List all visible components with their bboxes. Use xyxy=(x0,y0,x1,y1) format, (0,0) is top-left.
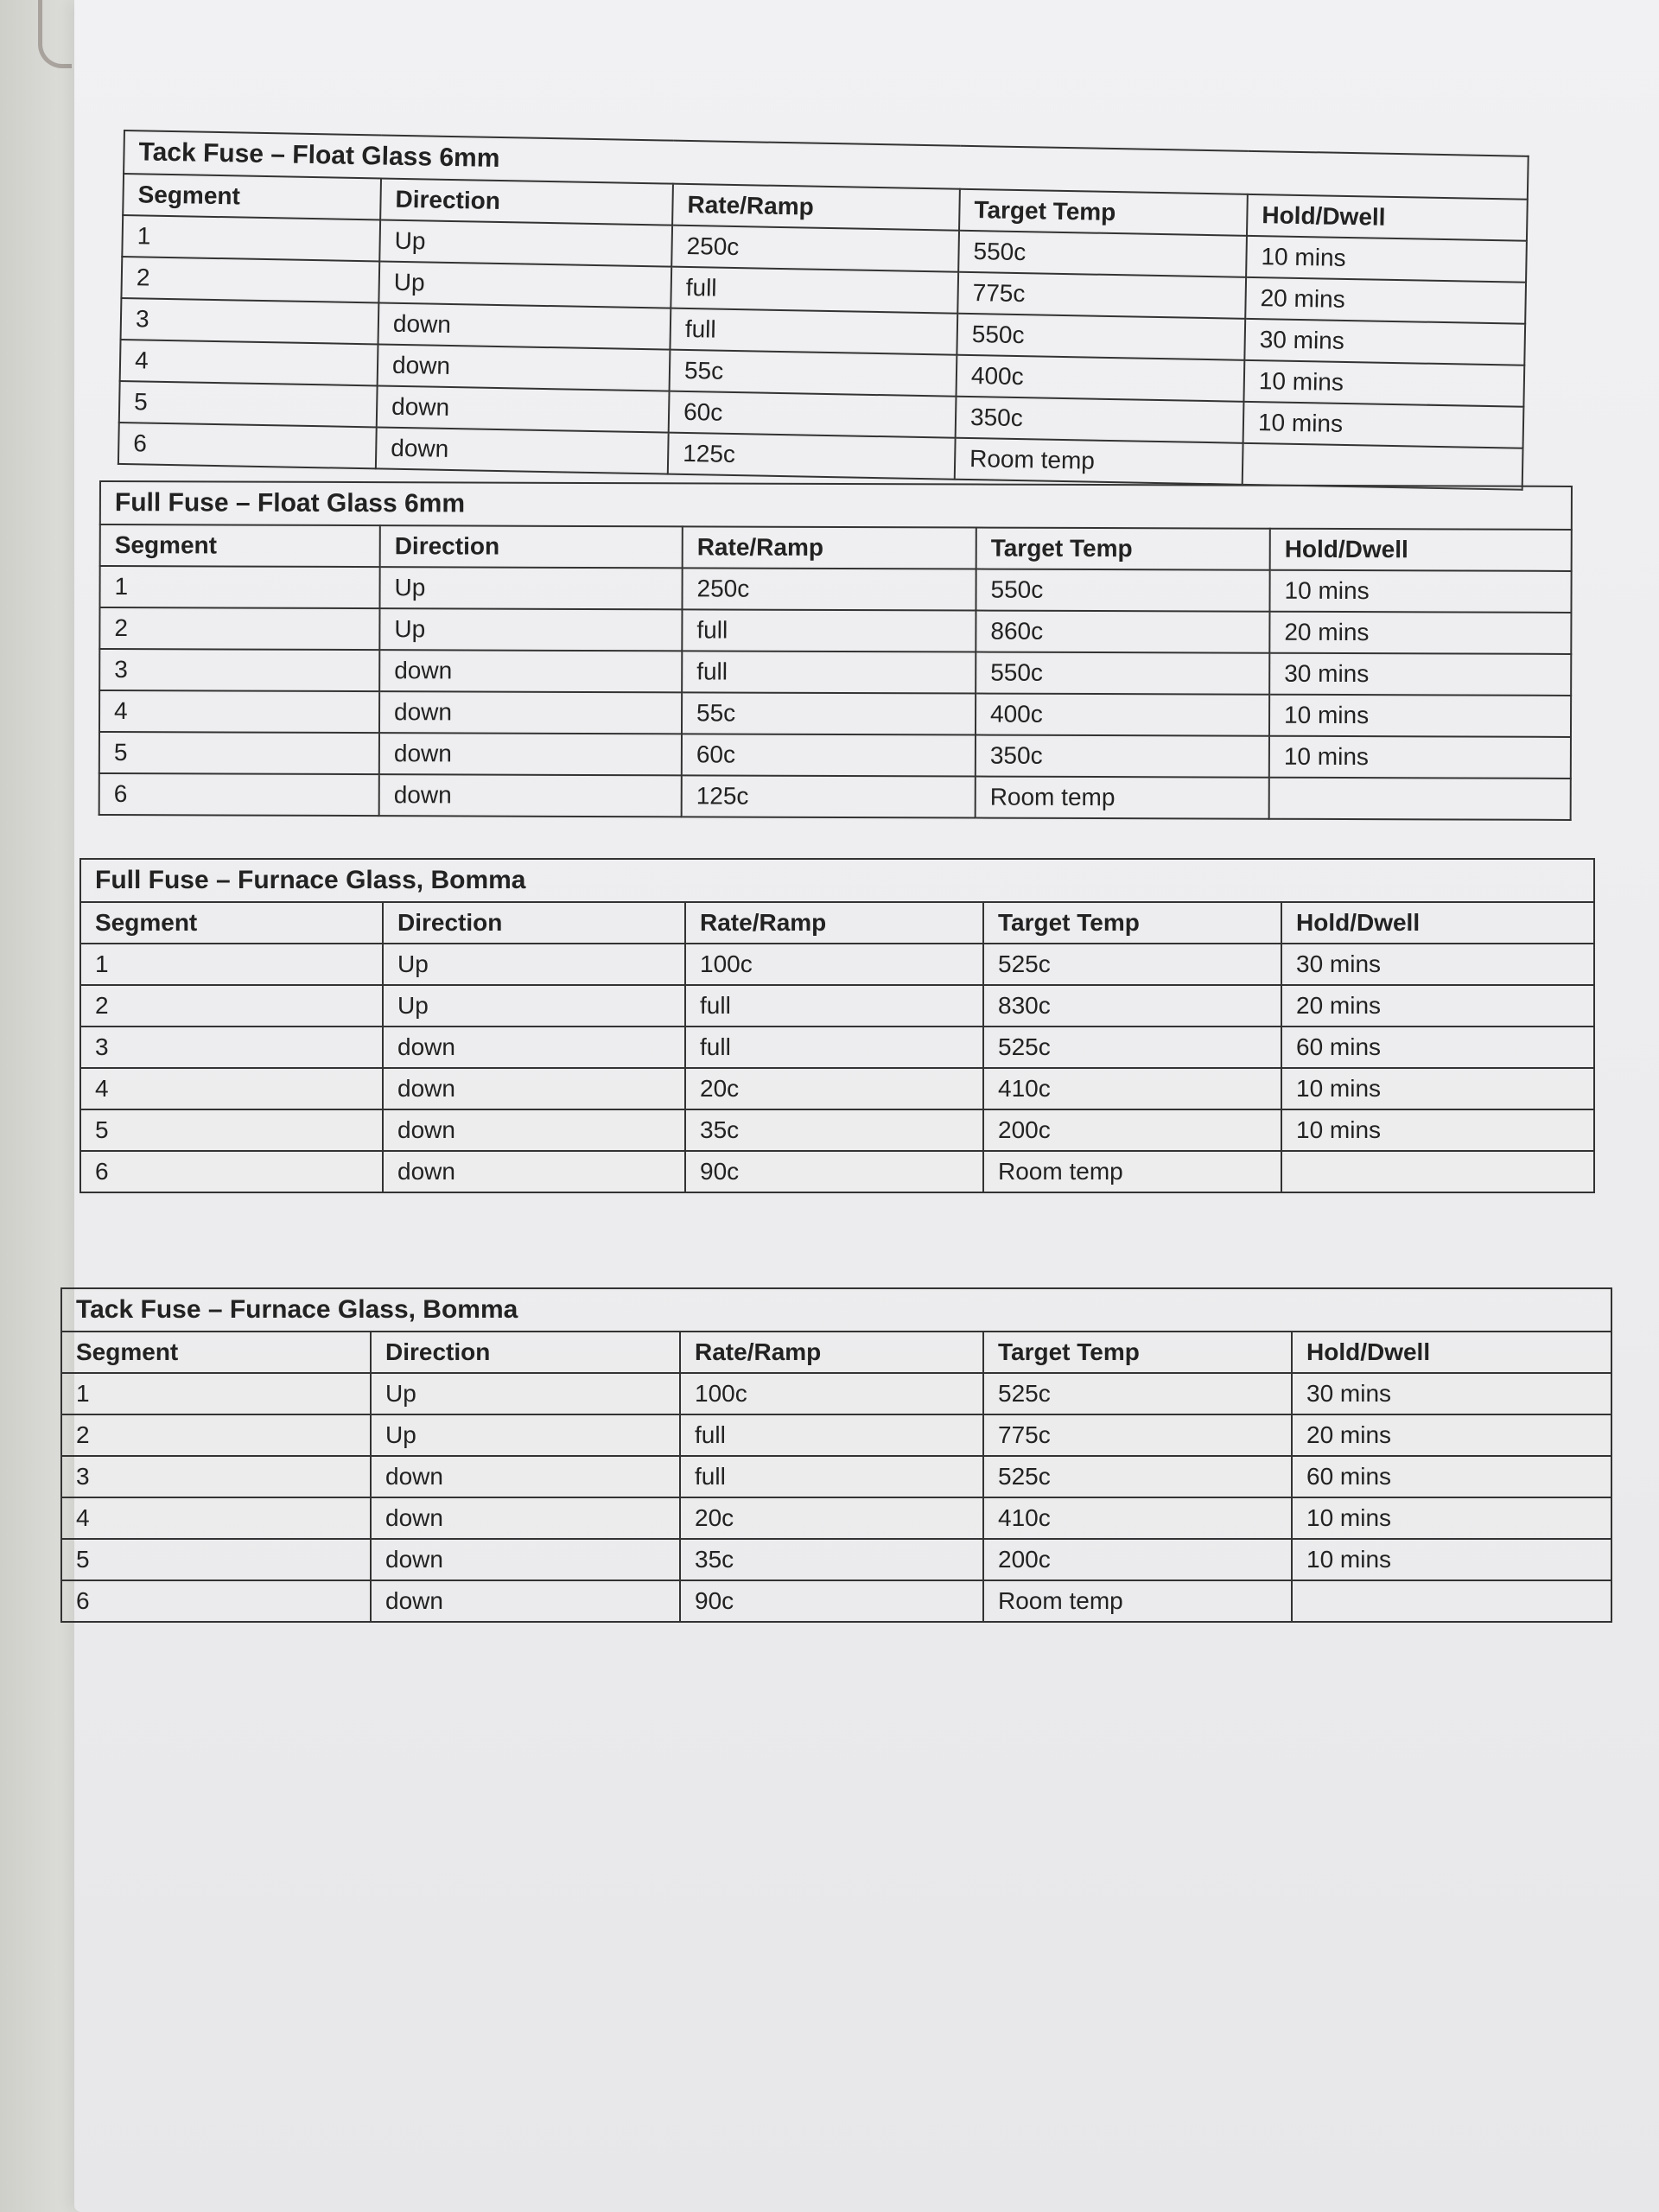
cell-direction: Up xyxy=(379,608,682,651)
cell-segment: 4 xyxy=(61,1497,371,1539)
cell-target-temp: 525c xyxy=(983,1373,1292,1414)
cell-segment: 6 xyxy=(99,773,379,816)
cell-hold-dwell: 10 mins xyxy=(1246,236,1527,283)
cell-segment: 2 xyxy=(99,607,379,650)
cell-target-temp: 550c xyxy=(957,314,1245,360)
cell-segment: 4 xyxy=(80,1068,383,1109)
cell-segment: 3 xyxy=(99,649,379,691)
cell-hold-dwell: 20 mins xyxy=(1292,1414,1611,1456)
cell-rate-ramp: full xyxy=(685,1027,983,1068)
header-segment: Segment xyxy=(61,1332,371,1373)
cell-segment: 6 xyxy=(118,423,377,468)
cell-segment: 1 xyxy=(122,215,380,261)
cell-hold-dwell: 10 mins xyxy=(1269,570,1571,613)
table-title-row xyxy=(61,1288,1611,1332)
cell-direction: down xyxy=(371,1456,680,1497)
cell-hold-dwell: 30 mins xyxy=(1244,319,1525,365)
cell-hold-dwell: 10 mins xyxy=(1243,360,1524,407)
cell-hold-dwell xyxy=(1269,778,1571,820)
table-row xyxy=(99,773,1571,820)
firing-schedule-table xyxy=(60,1287,1612,1623)
cell-segment: 5 xyxy=(99,732,379,774)
cell-direction: down xyxy=(379,691,682,734)
cell-rate-ramp: full xyxy=(685,985,983,1027)
cell-rate-ramp: full xyxy=(682,609,976,652)
firing-schedule-table xyxy=(118,130,1529,491)
cell-target-temp: 200c xyxy=(983,1109,1281,1151)
cell-direction: down xyxy=(379,650,682,692)
table-title-row xyxy=(100,481,1572,530)
cell-segment: 5 xyxy=(80,1109,383,1151)
cell-hold-dwell: 10 mins xyxy=(1292,1497,1611,1539)
cell-rate-ramp: full xyxy=(680,1456,983,1497)
cell-hold-dwell: 30 mins xyxy=(1281,944,1594,985)
cell-segment: 2 xyxy=(121,257,379,302)
header-target-temp: Target Temp xyxy=(983,1332,1292,1373)
cell-direction: down xyxy=(379,774,682,817)
table-header-row xyxy=(100,524,1572,571)
cell-target-temp: 400c xyxy=(976,694,1269,736)
table-title: Full Fuse – Float Glass 6mm xyxy=(100,481,1572,530)
cell-rate-ramp: 55c xyxy=(670,350,957,397)
cell-segment: 2 xyxy=(61,1414,371,1456)
cell-rate-ramp: 20c xyxy=(685,1068,983,1109)
cell-rate-ramp: 100c xyxy=(685,944,983,985)
table-header-row xyxy=(80,902,1594,944)
cell-rate-ramp: 100c xyxy=(680,1373,983,1414)
table-row xyxy=(61,1456,1611,1497)
table-header-row xyxy=(61,1332,1611,1373)
cell-direction: Up xyxy=(383,985,685,1027)
cell-hold-dwell: 10 mins xyxy=(1281,1068,1594,1109)
cell-hold-dwell: 10 mins xyxy=(1269,736,1571,779)
cell-rate-ramp: 60c xyxy=(669,391,957,438)
header-target-temp: Target Temp xyxy=(983,902,1281,944)
cell-rate-ramp: 60c xyxy=(682,734,976,776)
table-row xyxy=(80,1109,1594,1151)
cell-direction: down xyxy=(378,344,671,391)
cell-segment: 4 xyxy=(99,690,379,733)
table-row xyxy=(61,1539,1611,1580)
cell-segment: 2 xyxy=(80,985,383,1027)
table-row xyxy=(80,1151,1594,1192)
cell-direction: down xyxy=(383,1068,685,1109)
cell-target-temp: 550c xyxy=(958,231,1247,277)
cell-segment: 3 xyxy=(121,298,379,344)
firing-schedule-table xyxy=(79,858,1595,1193)
cell-segment: 1 xyxy=(80,944,383,985)
cell-rate-ramp: 90c xyxy=(680,1580,983,1622)
cell-target-temp: Room temp xyxy=(955,438,1243,485)
cell-target-temp: 550c xyxy=(976,569,1269,612)
table-row xyxy=(80,1027,1594,1068)
header-direction: Direction xyxy=(380,525,683,568)
cell-rate-ramp: full xyxy=(680,1414,983,1456)
cell-rate-ramp: 35c xyxy=(680,1539,983,1580)
cell-hold-dwell: 20 mins xyxy=(1269,612,1571,654)
binder-ring-mark xyxy=(38,0,72,68)
cell-direction: down xyxy=(371,1580,680,1622)
header-rate-ramp: Rate/Ramp xyxy=(685,902,983,944)
header-direction: Direction xyxy=(383,902,685,944)
header-direction: Direction xyxy=(380,178,673,225)
header-segment: Segment xyxy=(80,902,383,944)
table-row xyxy=(99,690,1571,737)
cell-hold-dwell: 30 mins xyxy=(1292,1373,1611,1414)
cell-target-temp: 775c xyxy=(957,272,1246,319)
cell-rate-ramp: full xyxy=(670,308,957,355)
table-title: Full Fuse – Furnace Glass, Bomma xyxy=(80,859,1594,902)
cell-target-temp: 350c xyxy=(956,397,1244,443)
cell-direction: Up xyxy=(371,1414,680,1456)
header-segment: Segment xyxy=(100,524,380,567)
table-title: Tack Fuse – Float Glass 6mm xyxy=(124,130,1529,200)
cell-rate-ramp: 20c xyxy=(680,1497,983,1539)
firing-schedule-table xyxy=(99,480,1573,821)
cell-segment: 4 xyxy=(120,340,378,385)
table-row xyxy=(61,1580,1611,1622)
cell-hold-dwell: 60 mins xyxy=(1281,1027,1594,1068)
cell-hold-dwell xyxy=(1292,1580,1611,1622)
cell-rate-ramp: full xyxy=(682,651,976,693)
header-hold-dwell: Hold/Dwell xyxy=(1247,194,1528,241)
cell-hold-dwell: 20 mins xyxy=(1245,277,1526,324)
cell-direction: down xyxy=(371,1539,680,1580)
cell-hold-dwell: 10 mins xyxy=(1269,695,1571,737)
cell-rate-ramp: 250c xyxy=(682,568,976,610)
cell-target-temp: 860c xyxy=(976,611,1269,653)
cell-direction: down xyxy=(383,1027,685,1068)
cell-target-temp: 830c xyxy=(983,985,1281,1027)
cell-direction: down xyxy=(371,1497,680,1539)
header-direction: Direction xyxy=(371,1332,680,1373)
cell-direction: Up xyxy=(383,944,685,985)
cell-direction: Up xyxy=(378,261,671,308)
header-hold-dwell: Hold/Dwell xyxy=(1281,902,1594,944)
table-row xyxy=(61,1497,1611,1539)
cell-target-temp: 410c xyxy=(983,1497,1292,1539)
header-segment: Segment xyxy=(123,174,381,219)
cell-target-temp: 550c xyxy=(976,652,1269,695)
cell-segment: 1 xyxy=(61,1373,371,1414)
cell-target-temp: Room temp xyxy=(976,777,1269,819)
cell-direction: down xyxy=(383,1151,685,1192)
cell-rate-ramp: 250c xyxy=(671,226,959,272)
cell-segment: 6 xyxy=(80,1151,383,1192)
cell-target-temp: 350c xyxy=(976,735,1269,778)
cell-direction: down xyxy=(383,1109,685,1151)
cell-hold-dwell: 10 mins xyxy=(1292,1539,1611,1580)
table-title-row xyxy=(80,859,1594,902)
cell-direction: down xyxy=(376,427,669,474)
cell-rate-ramp: full xyxy=(671,267,958,314)
table-row xyxy=(99,566,1571,613)
cell-segment: 6 xyxy=(61,1580,371,1622)
cell-direction: down xyxy=(379,733,682,775)
cell-target-temp: 525c xyxy=(983,944,1281,985)
cell-segment: 3 xyxy=(61,1456,371,1497)
header-target-temp: Target Temp xyxy=(959,189,1248,236)
cell-target-temp: 525c xyxy=(983,1456,1292,1497)
table-row xyxy=(61,1373,1611,1414)
cell-direction: Up xyxy=(379,567,682,609)
cell-target-temp: 410c xyxy=(983,1068,1281,1109)
table-row xyxy=(99,732,1571,779)
header-target-temp: Target Temp xyxy=(976,528,1270,570)
cell-target-temp: Room temp xyxy=(983,1580,1292,1622)
table-row xyxy=(99,649,1571,696)
cell-direction: Up xyxy=(379,219,672,266)
header-rate-ramp: Rate/Ramp xyxy=(672,184,960,231)
table-row xyxy=(99,607,1571,654)
cell-hold-dwell: 10 mins xyxy=(1243,402,1524,448)
table-row xyxy=(80,985,1594,1027)
cell-segment: 5 xyxy=(61,1539,371,1580)
cell-hold-dwell: 60 mins xyxy=(1292,1456,1611,1497)
cell-rate-ramp: 90c xyxy=(685,1151,983,1192)
cell-hold-dwell xyxy=(1281,1151,1594,1192)
table-title: Tack Fuse – Furnace Glass, Bomma xyxy=(61,1288,1611,1332)
cell-direction: Up xyxy=(371,1373,680,1414)
cell-rate-ramp: 35c xyxy=(685,1109,983,1151)
cell-segment: 1 xyxy=(99,566,379,608)
cell-hold-dwell: 20 mins xyxy=(1281,985,1594,1027)
cell-target-temp: 775c xyxy=(983,1414,1292,1456)
cell-target-temp: 525c xyxy=(983,1027,1281,1068)
header-rate-ramp: Rate/Ramp xyxy=(683,526,976,569)
cell-target-temp: 200c xyxy=(983,1539,1292,1580)
cell-hold-dwell: 10 mins xyxy=(1281,1109,1594,1151)
header-hold-dwell: Hold/Dwell xyxy=(1292,1332,1611,1373)
table-row xyxy=(80,944,1594,985)
cell-rate-ramp: 125c xyxy=(682,775,976,817)
cell-target-temp: 400c xyxy=(957,355,1245,402)
cell-segment: 3 xyxy=(80,1027,383,1068)
cell-rate-ramp: 55c xyxy=(682,692,976,734)
cell-rate-ramp: 125c xyxy=(668,433,956,480)
header-hold-dwell: Hold/Dwell xyxy=(1270,529,1572,571)
cell-hold-dwell: 30 mins xyxy=(1269,653,1571,696)
table-row xyxy=(80,1068,1594,1109)
header-rate-ramp: Rate/Ramp xyxy=(680,1332,983,1373)
table-row xyxy=(61,1414,1611,1456)
cell-direction: down xyxy=(378,302,671,349)
cell-target-temp: Room temp xyxy=(983,1151,1281,1192)
cell-hold-dwell xyxy=(1243,443,1523,490)
cell-direction: down xyxy=(377,385,670,432)
cell-segment: 5 xyxy=(119,381,378,427)
